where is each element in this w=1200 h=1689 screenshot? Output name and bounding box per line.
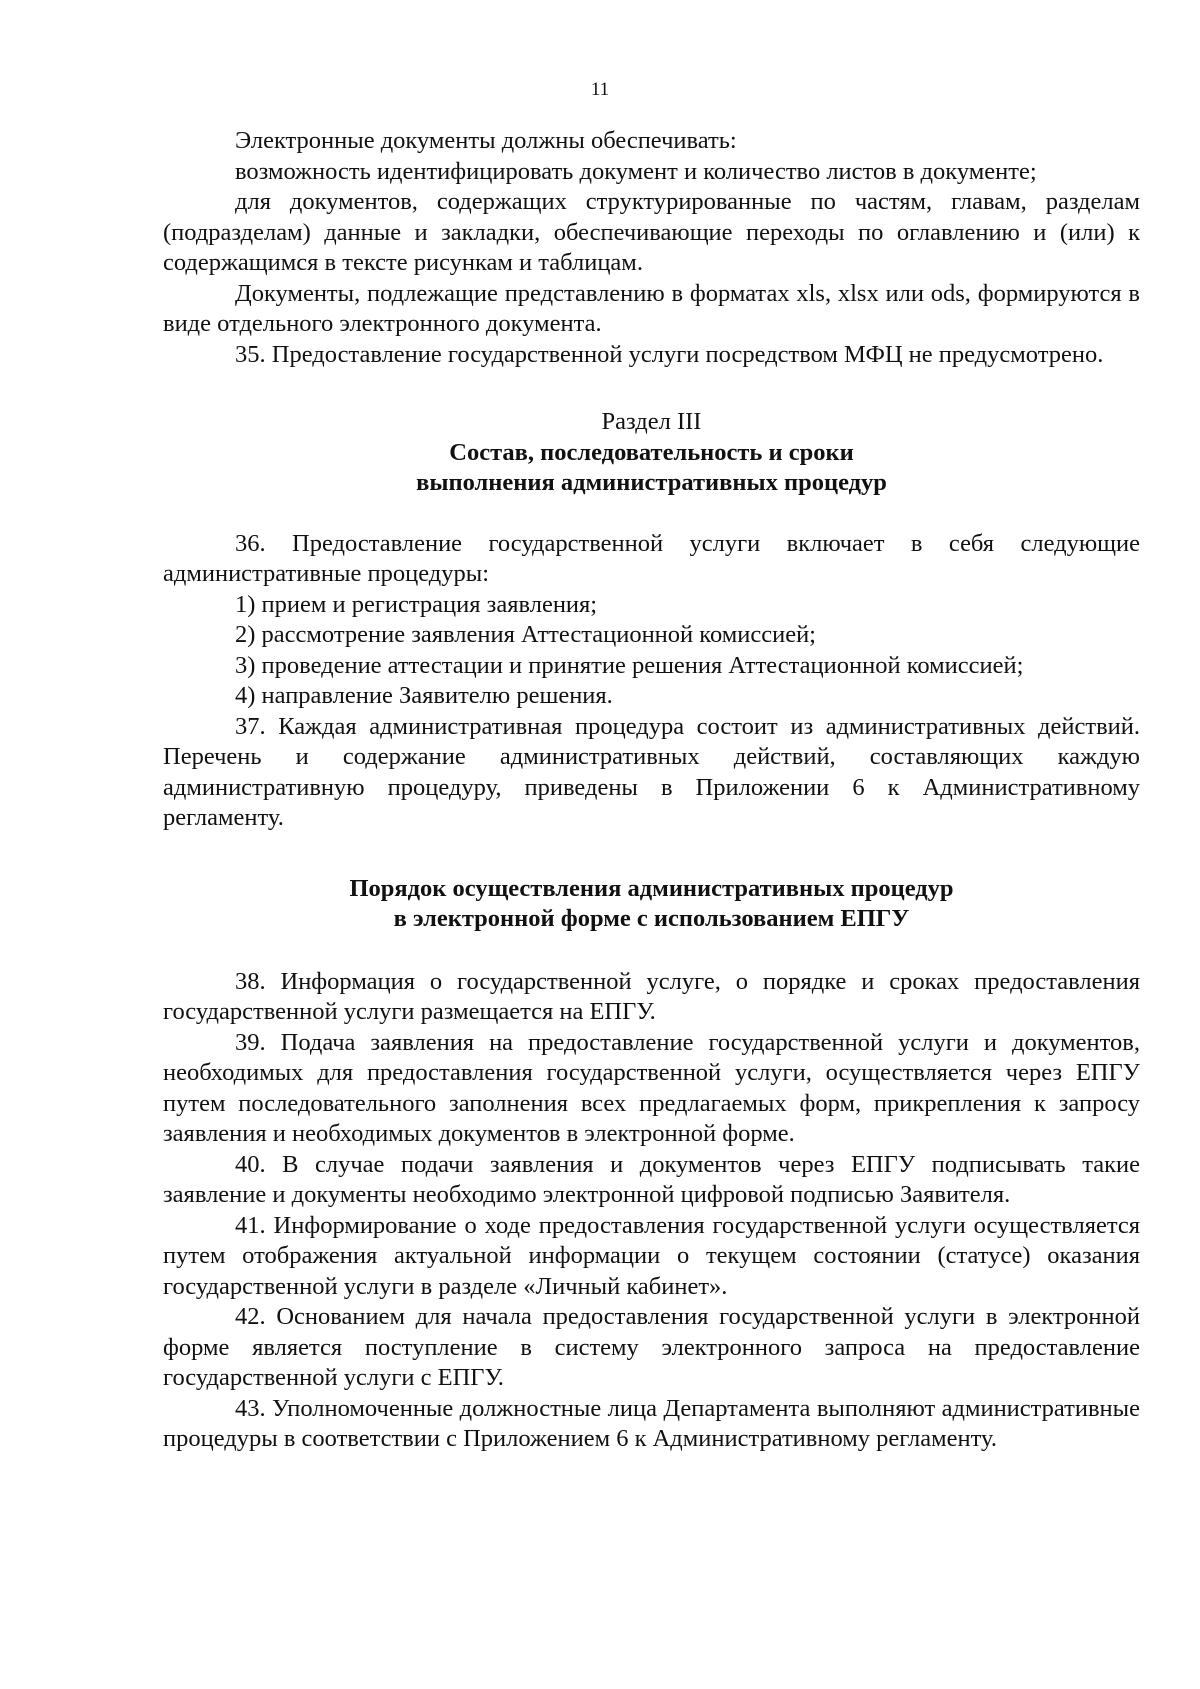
paragraph-structured-documents: для документов, содержащих структурированные по частям, главам, разделам (подразделам) данные и закладки, обеспечивающие переходы по оглавлению и (или) к содержащимся в тексте рисункам и таблицам. <box>163 188 1140 276</box>
section-title-line-2: выполнения административных процедур <box>416 469 887 496</box>
paragraph-40: 40. В случае подачи заявления и документов через ЕПГУ подписывать такие заявление и документы необходимо электронной цифровой подписью Заявителя. <box>163 1150 1140 1208</box>
paragraph-42: 42. Основанием для начала предоставления государственной услуги в электронной форме является поступление в систему электронного запроса на предоставление государственной услуги с ЕПГУ. <box>163 1303 1140 1391</box>
section-label: Раздел III <box>601 408 702 435</box>
paragraph-35: 35. Предоставление государственной услуги посредством МФЦ не предусмотрено. <box>235 340 1104 368</box>
subsection-heading <box>163 874 1140 935</box>
paragraph-43: 43. Уполномоченные должностные лица Департамента выполняют административные процедуры в соответствии с Приложением 6 к Административному регламенту. <box>163 1394 1140 1452</box>
subsection-title-line-2: в электронной форме с использованием ЕПГУ <box>393 905 910 932</box>
paragraph-39: 39. Подача заявления на предоставление государственной услуги и документов, необходимых для предоставления государственной услуги, осуществляется через ЕПГУ путем последовательного заполнения всех предлагаемых форм, прикрепления к запросу заявления и необходимых документов в электронной форме. <box>163 1028 1140 1147</box>
section-title-line-1: Состав, последовательность и сроки <box>449 438 854 466</box>
page-content <box>163 126 1140 1455</box>
paragraph-electronic-docs-intro: Электронные документы должны обеспечивать: <box>235 127 737 154</box>
list-item-procedure-4: 4) направление Заявителю решения. <box>235 682 613 709</box>
paragraph-spreadsheet-formats: Документы, подлежащие представлению в форматах xls, xlsx или ods, формируются в виде отдельного электронного документа. <box>163 279 1140 337</box>
paragraph-identify-document: возможность идентифицировать документ и количество листов в документе; <box>235 157 1037 185</box>
paragraph-38: 38. Информация о государственной услуге, о порядке и сроках предоставления государственной услуги размещается на ЕПГУ. <box>163 967 1140 1025</box>
paragraph-37: 37. Каждая административная процедура состоит из административных действий. Перечень и содержание административных действий, составляющих каждую административную процедуру, приведены в Приложении 6 к Административному регламенту. <box>163 712 1140 831</box>
paragraph-36: 36. Предоставление государственной услуги включает в себя следующие административные процедуры: <box>163 529 1140 587</box>
subsection-title-line-1: Порядок осуществления административных процедур <box>349 874 954 902</box>
page-number: 11 <box>590 79 610 100</box>
list-item-procedure-1: 1) прием и регистрация заявления; <box>235 590 598 618</box>
list-item-procedure-3: 3) проведение аттестации и принятие решения Аттестационной комиссией; <box>235 651 1024 679</box>
list-item-procedure-2: 2) рассмотрение заявления Аттестационной комиссией; <box>235 621 816 648</box>
paragraph-41: 41. Информирование о ходе предоставления государственной услуги осуществляется путем отображения актуальной информации о текущем состоянии (статусе) оказания государственной услуги в разделе «Личный кабинет». <box>163 1211 1140 1300</box>
section-heading <box>163 407 1140 499</box>
